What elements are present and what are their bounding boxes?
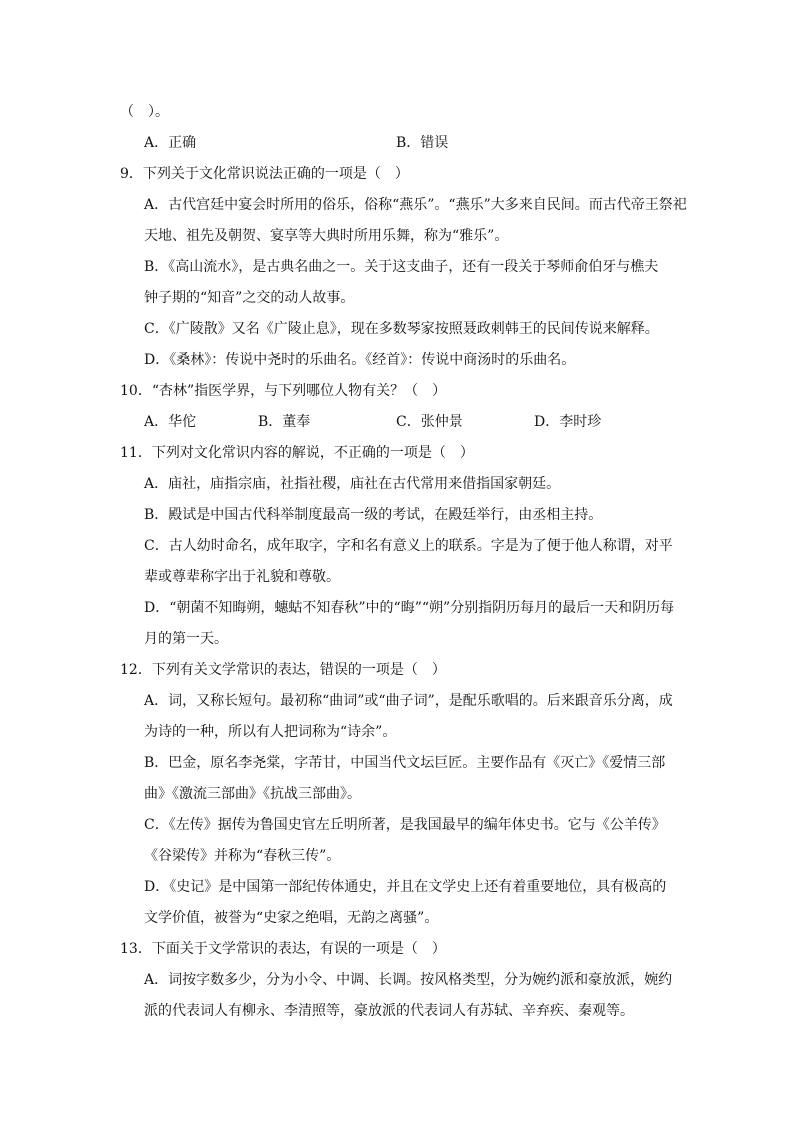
q13-option-a: A．词按字数多少，分为小令、中调、长调。按风格类型，分为婉约派和豪放派，婉约 [144, 972, 673, 988]
q12-option-c: C．《左传》据传为鲁国史官左丘明所著，是我国最早的编年体史书。它与《公羊传》 [144, 817, 666, 833]
q11-option-a: A．庙社，庙指宗庙，社指社稷，庙社在古代常用来借指国家朝廷。 [144, 476, 561, 492]
q10-option-d: D．李时珍 [534, 414, 602, 430]
q13-stem: 13．下面关于文学常识的表达，有误的一项是（ ） [120, 941, 446, 957]
q12-option-c-cont: 《谷梁传》并称为“春秋三传”。 [144, 848, 341, 864]
q10-option-c: C．张仲景 [396, 414, 463, 430]
q12-option-a-cont: 为诗的一种，所以有人把词称为“诗余”。 [144, 724, 397, 740]
q12-stem: 12．下列有关文学常识的表达，错误的一项是（ ） [120, 662, 446, 678]
q9-option-b-cont: 钟子期的“知音”之交的动人故事。 [144, 290, 355, 306]
q13-option-a-cont: 派的代表词人有柳永、李清照等，豪放派的代表词人有苏轼、辛弃疾、秦观等。 [144, 1003, 634, 1019]
q9-option-a: A．古代宫廷中宴会时所用的俗乐，俗称“燕乐”。“燕乐”大多来自民间。而古代帝王祭祀 [144, 197, 687, 213]
q8-option-a: A．正确 [144, 135, 197, 151]
q12-option-d: D．《史记》是中国第一部纪传体通史，并且在文学史上还有着重要地位，具有极高的 [144, 879, 667, 895]
q11-option-d: D．“朝菌不知晦朔，蟪蛄不知春秋”中的“晦”“朔”分别指阴历每月的最后一天和阴历每 [144, 600, 675, 616]
q9-option-b: B．《高山流水》，是古典名曲之一。关于这支曲子，还有一段关于琴师俞伯牙与樵夫 [144, 259, 659, 275]
q11-option-c-cont: 辈或尊辈称字出于礼貌和尊敬。 [144, 569, 340, 585]
q11-option-b: B．殿试是中国古代科举制度最高一级的考试，在殿廷举行，由丞相主持。 [144, 507, 603, 523]
q10-stem: 10．“杏林”指医学界，与下列哪位人物有关？（ ） [120, 383, 447, 399]
q9-option-a-cont: 天地、祖先及朝贺、宴享等大典时所用乐舞，称为“雅乐”。 [144, 228, 509, 244]
q11-stem: 11．下列对文化常识内容的解说，不正确的一项是（ ） [120, 445, 474, 461]
q11-option-d-cont: 月的第一天。 [144, 631, 228, 647]
q10-option-a: A．华佗 [144, 414, 197, 430]
q11-option-c: C．古人幼时命名，成年取字，字和名有意义上的联系。字是为了便于他人称谓，对平 [144, 538, 673, 554]
q9-option-d: D．《桑林》：传说中尧时的乐曲名。《经首》：传说中商汤时的乐曲名。 [144, 352, 576, 368]
q8-option-b: B．错误 [396, 135, 449, 151]
q9-stem: 9．下列关于文化常识说法正确的一项是（ ） [120, 166, 409, 182]
q9-option-c: C．《广陵散》又名《广陵止息》，现在多数琴家按照聂政刺韩王的民间传说来解释。 [144, 321, 659, 337]
q10-option-b: B．董奉 [258, 414, 311, 430]
q12-option-d-cont: 文学价值，被誉为“史家之绝唱，无韵之离骚”。 [144, 910, 439, 926]
q12-option-b-cont: 曲》《激流三部曲》《抗战三部曲》。 [144, 786, 361, 802]
q12-option-b: B．巴金，原名李尧棠，字芾甘，中国当代文坛巨匠。主要作品有《灭亡》《爱情三部 [144, 755, 666, 771]
q8-tail: （ ）。 [120, 104, 169, 120]
q12-option-a: A．词，又称长短句。最初称“曲词”或“曲子词”，是配乐歌唱的。后来跟音乐分离，成 [144, 693, 673, 709]
